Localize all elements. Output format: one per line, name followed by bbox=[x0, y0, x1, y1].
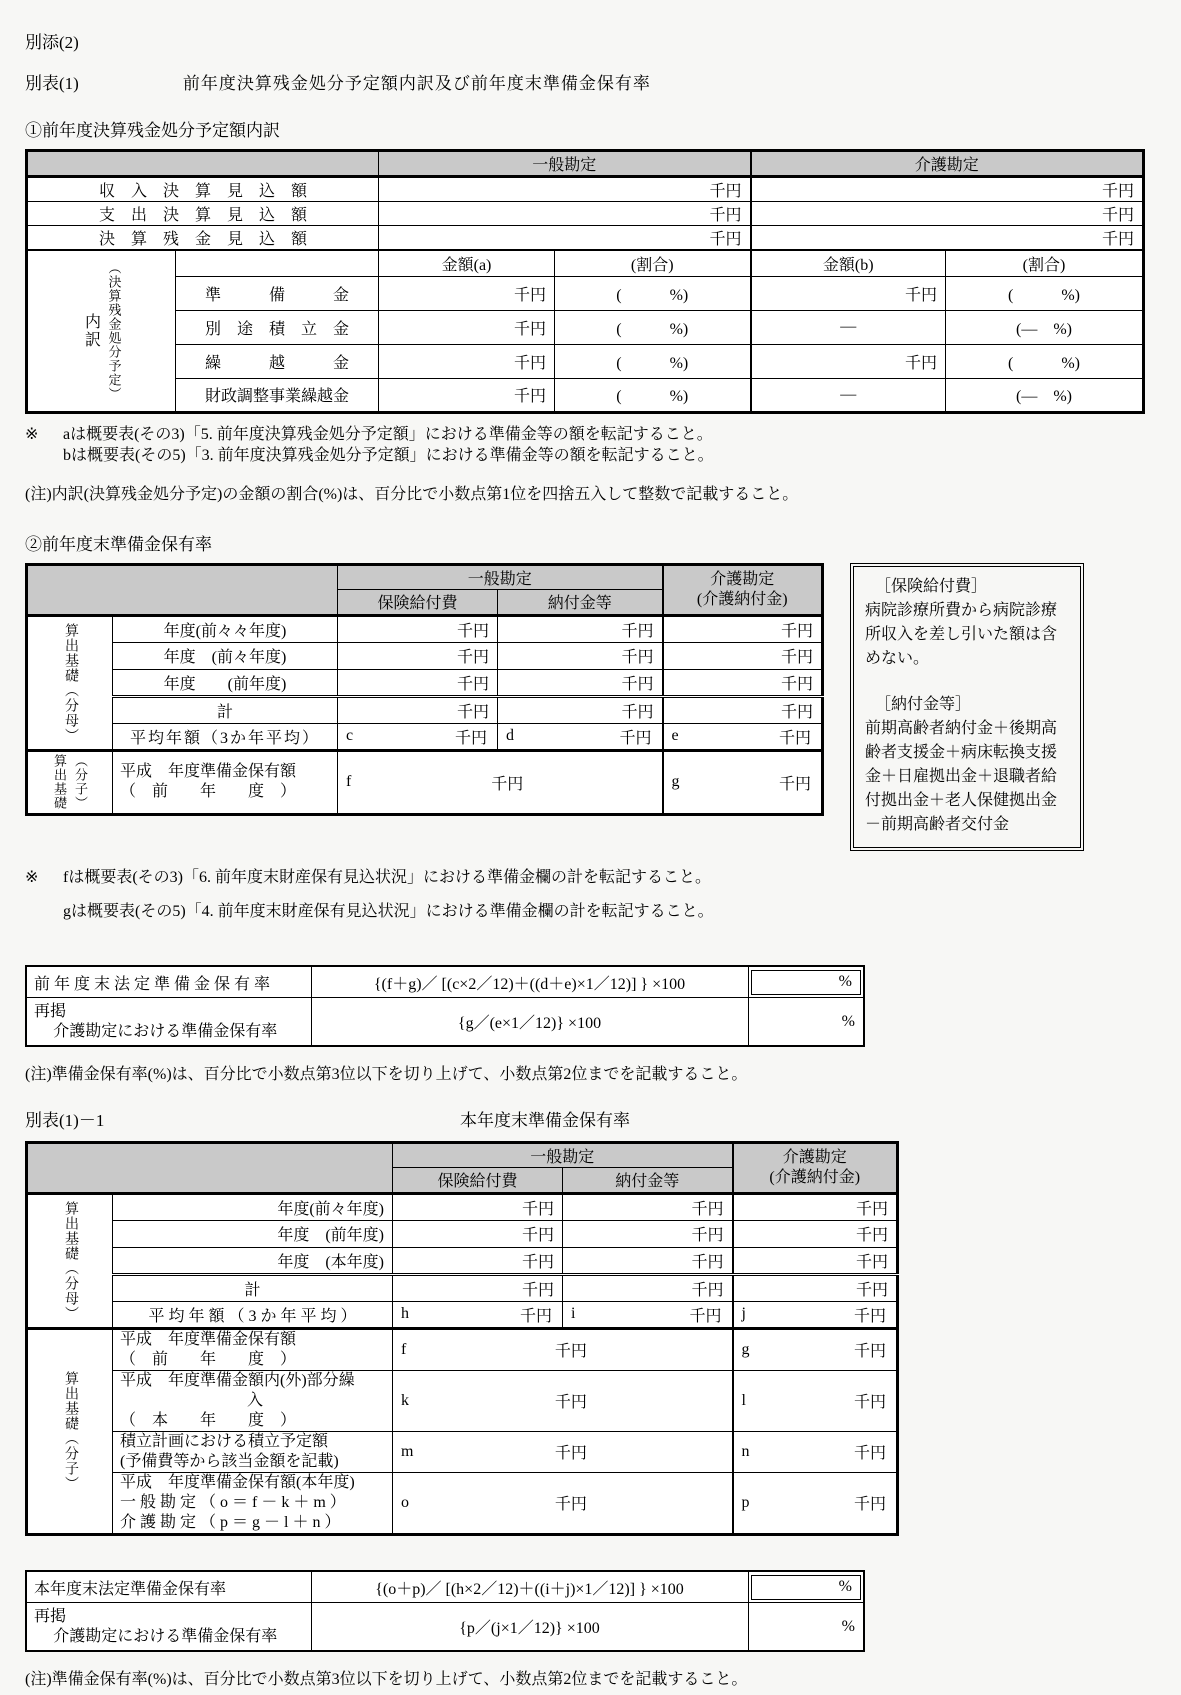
t3-key-unit-cell: j 千円 bbox=[733, 1301, 898, 1328]
t2-unit-cell: 千円 bbox=[663, 696, 823, 723]
table-row bbox=[27, 1328, 898, 1370]
contribution-def-title: ［納付金等］ bbox=[875, 695, 972, 713]
table-row bbox=[27, 1247, 898, 1274]
table-row bbox=[27, 177, 1144, 202]
t1-unit-cell: 千円 bbox=[751, 202, 1144, 226]
t1-row-label: 決 算 残 金 見 込 額 bbox=[27, 226, 379, 251]
t3-unit-cell: 千円 bbox=[563, 1193, 733, 1220]
t1-unit-cell: 千円 bbox=[379, 378, 555, 412]
t3-num-label: 積立計画における積立予定額 (予備費等から該当金額を記載) bbox=[113, 1431, 393, 1472]
t1-unit-cell: 千円 bbox=[379, 177, 751, 202]
table-row bbox=[26, 998, 864, 1046]
table-row bbox=[27, 202, 1144, 226]
table-row bbox=[27, 1193, 898, 1220]
definition-note-box bbox=[850, 563, 1084, 851]
rate2-percent-cell: % bbox=[748, 1571, 864, 1603]
contribution-def-body: 前期高齢者納付金＋後期高齢者支援金＋病床転換支援金＋日雇拠出金＋退職者給付拠出金＋老人保健拠出金－前期高齢者交付金 bbox=[865, 719, 1058, 833]
note-marker: ※ bbox=[25, 868, 39, 886]
t3-row-label: 年度 (本年度) bbox=[113, 1247, 393, 1274]
t3-key-unit-cell-general: f 千円 bbox=[393, 1328, 733, 1370]
t3-key-unit-cell-care: l 千円 bbox=[733, 1370, 898, 1431]
rate2-label: 本年度末法定準備金保有率 bbox=[26, 1571, 311, 1603]
rate1-recap-formula: {g／(e×1／12)} ×100 bbox=[311, 998, 748, 1046]
t1-blank-cell bbox=[176, 250, 379, 276]
table-row bbox=[27, 696, 823, 723]
t1-pct-cell: ( %) bbox=[555, 310, 751, 344]
t2-num-label: 平成 年度準備金保有額 （ 前 年 度 ） bbox=[113, 750, 338, 814]
attachment-label: 別添(2) bbox=[25, 33, 79, 52]
sheet1-title: 前年度決算残金処分予定額内訳及び前年度末準備金保有率 bbox=[182, 74, 651, 93]
t1-pct-cell: ( %) bbox=[555, 276, 751, 310]
t3-unit-cell: 千円 bbox=[393, 1220, 563, 1247]
t1-unit-cell: 千円 bbox=[379, 310, 555, 344]
t1-subheader-ratio-b: (割合) bbox=[946, 250, 1144, 276]
t3-header-benefit: 保険給付費 bbox=[393, 1167, 563, 1193]
t1-row-label: 収 入 決 算 見 込 額 bbox=[27, 177, 379, 202]
t3-unit-cell: 千円 bbox=[733, 1247, 898, 1274]
t3-key-unit-cell-general: o 千円 bbox=[393, 1472, 733, 1534]
t2-key-unit-cell-care: g 千円 bbox=[663, 750, 823, 814]
t2-corner-cell bbox=[27, 564, 338, 615]
t3-key-unit-cell-general: k 千円 bbox=[393, 1370, 733, 1431]
t2-header-general: 一般勘定 bbox=[338, 564, 663, 589]
t3-side-denominator: 算出基礎（分母） bbox=[27, 1193, 113, 1328]
sheet1-title-line bbox=[25, 69, 1161, 94]
t1-bd-label: 別 途 積 立 金 bbox=[176, 310, 379, 344]
table-row bbox=[27, 1274, 898, 1301]
table-row bbox=[26, 1603, 864, 1651]
t2-key-unit-cell: c 千円 bbox=[338, 723, 498, 750]
table-settlement-breakdown bbox=[25, 149, 1145, 414]
t1-unit-cell: 千円 bbox=[379, 202, 751, 226]
table-prev-year-reserve-rate bbox=[25, 563, 824, 816]
note-line: aは概要表(その3)「5. 前年度決算残金処分予定額」における準備金等の額を転記すること。 bbox=[63, 425, 713, 443]
t2-unit-cell: 千円 bbox=[498, 669, 663, 696]
note-line: bは概要表(その5)「3. 前年度決算残金処分予定額」における準備金等の額を転記すること。 bbox=[63, 447, 714, 465]
t3-row-label: 平 均 年 額 （ 3 か 年 平 均 ） bbox=[113, 1301, 393, 1328]
t3-key-unit-cell-care: n 千円 bbox=[733, 1431, 898, 1472]
rate1-percent-cell: % bbox=[748, 966, 864, 998]
note-line: gは概要表(その5)「4. 前年度末財産保有見込状況」における準備金欄の計を転記すること。 bbox=[63, 903, 714, 921]
t2-unit-cell: 千円 bbox=[338, 615, 498, 642]
table-this-year-reserve-rate bbox=[25, 1141, 899, 1536]
table-row bbox=[27, 226, 1144, 251]
t1-subheader-amount-a: 金額(a) bbox=[379, 250, 555, 276]
t2-row-label: 年度(前々々年度) bbox=[113, 615, 338, 642]
caution-note-1: (注)内訳(決算残金処分予定)の金額の割合(%)は、百分比で小数点第1位を四捨五入して整数で記載すること。 bbox=[25, 485, 799, 503]
table-row bbox=[27, 1431, 898, 1472]
t3-unit-cell: 千円 bbox=[733, 1274, 898, 1301]
t2-unit-cell: 千円 bbox=[338, 696, 498, 723]
section1-title: ①前年度決算残金処分予定額内訳 bbox=[25, 121, 280, 140]
t1-pct-cell: (― %) bbox=[946, 310, 1144, 344]
note-ab bbox=[25, 424, 1161, 467]
table-row bbox=[27, 1220, 898, 1247]
table-row bbox=[27, 250, 1144, 276]
t3-num-label: 平成 年度準備金保有額 （ 前 年 度 ） bbox=[113, 1328, 393, 1370]
table-row bbox=[26, 966, 864, 998]
note-marker: ※ bbox=[25, 425, 39, 443]
caution-note-2: (注)準備金保有率(%)は、百分比で小数点第3位以下を切り上げて、小数点第2位までを記載すること。 bbox=[25, 1065, 748, 1083]
t2-unit-cell: 千円 bbox=[498, 642, 663, 669]
t1-unit-cell: 千円 bbox=[379, 226, 751, 251]
t3-key-unit-cell: h 千円 bbox=[393, 1301, 563, 1328]
t2-header-contribution: 納付金等 bbox=[498, 589, 663, 615]
t1-side-label: 内訳 bbox=[82, 312, 100, 349]
t2-row-label: 計 bbox=[113, 696, 338, 723]
t1-bd-label: 準 備 金 bbox=[176, 276, 379, 310]
t1-dash-cell: ― bbox=[751, 310, 946, 344]
t3-row-label: 計 bbox=[113, 1274, 393, 1301]
t3-row-label: 年度 (前年度) bbox=[113, 1220, 393, 1247]
t1-pct-cell: ( %) bbox=[555, 344, 751, 378]
t1-unit-cell: 千円 bbox=[751, 276, 946, 310]
t3-unit-cell: 千円 bbox=[733, 1220, 898, 1247]
t3-header-care: 介護勘定 (介護納付金) bbox=[733, 1142, 898, 1193]
table-row bbox=[27, 1472, 898, 1534]
t1-pct-cell: ( %) bbox=[946, 276, 1144, 310]
t2-unit-cell: 千円 bbox=[498, 615, 663, 642]
t3-unit-cell: 千円 bbox=[563, 1220, 733, 1247]
table-row bbox=[27, 276, 1144, 310]
t2-unit-cell: 千円 bbox=[663, 615, 823, 642]
t3-corner-cell bbox=[27, 1142, 393, 1193]
rate1-recap-label: 再掲 介護勘定における準備金保有率 bbox=[26, 998, 311, 1046]
t1-bd-label: 繰 越 金 bbox=[176, 344, 379, 378]
t3-unit-cell: 千円 bbox=[393, 1274, 563, 1301]
rate1-recap-percent: % bbox=[748, 998, 864, 1046]
t1-corner-cell bbox=[27, 151, 379, 177]
t3-key-unit-cell-general: m 千円 bbox=[393, 1431, 733, 1472]
t2-key-unit-cell-general: f 千円 bbox=[338, 750, 663, 814]
rate1-formula: {(f＋g)／ [(c×2／12)＋((d＋e)×1／12)] } ×100 bbox=[311, 966, 748, 998]
t3-unit-cell: 千円 bbox=[393, 1193, 563, 1220]
t2-unit-cell: 千円 bbox=[498, 696, 663, 723]
t3-side-numerator: 算出基礎（分子） bbox=[27, 1328, 113, 1534]
t3-unit-cell: 千円 bbox=[733, 1193, 898, 1220]
t3-num-label: 平成 年度準備金額内(外)部分繰 入 （ 本 年 度 ） bbox=[113, 1370, 393, 1431]
table-row bbox=[27, 642, 823, 669]
table-this-year-legal-rate bbox=[25, 1570, 865, 1652]
sheet1-label: 別表(1) bbox=[25, 74, 79, 93]
t2-key-unit-cell: d 千円 bbox=[498, 723, 663, 750]
benefit-def-body: 病院診療所費から病院診療所収入を差し引いた額は含めない。 bbox=[865, 601, 1058, 667]
table-row bbox=[27, 1370, 898, 1431]
table-row bbox=[27, 378, 1144, 412]
t1-side-label-cell bbox=[27, 250, 176, 412]
t1-pct-cell: ( %) bbox=[555, 378, 751, 412]
t3-unit-cell: 千円 bbox=[393, 1247, 563, 1274]
t1-unit-cell: 千円 bbox=[751, 344, 946, 378]
t1-unit-cell: 千円 bbox=[379, 276, 555, 310]
table-prev-year-legal-rate bbox=[25, 965, 865, 1047]
rate2-formula: {(o＋p)／ [(h×2／12)＋((i＋j)×1／12)] } ×100 bbox=[311, 1571, 748, 1603]
t1-dash-cell: ― bbox=[751, 378, 946, 412]
t3-key-unit-cell-care: p 千円 bbox=[733, 1472, 898, 1534]
table-row bbox=[27, 750, 823, 814]
t1-subheader-amount-b: 金額(b) bbox=[751, 250, 946, 276]
benefit-def-title: ［保険給付費］ bbox=[875, 577, 988, 595]
sheet2-label: 別表(1)－1 bbox=[25, 1110, 105, 1130]
t2-unit-cell: 千円 bbox=[663, 669, 823, 696]
section2-title: ②前年度末準備金保有率 bbox=[25, 534, 212, 554]
t3-header-contribution: 納付金等 bbox=[563, 1167, 733, 1193]
t3-key-unit-cell-care: g 千円 bbox=[733, 1328, 898, 1370]
section2-body bbox=[25, 563, 1161, 851]
t2-side-denominator: 算出基礎（分母） bbox=[27, 615, 113, 750]
table-row bbox=[27, 1301, 898, 1328]
t1-unit-cell: 千円 bbox=[379, 344, 555, 378]
t2-row-label: 年度 (前年度) bbox=[113, 669, 338, 696]
t2-unit-cell: 千円 bbox=[338, 642, 498, 669]
t3-unit-cell: 千円 bbox=[563, 1247, 733, 1274]
table-row bbox=[27, 669, 823, 696]
t2-unit-cell: 千円 bbox=[663, 642, 823, 669]
t3-row-label: 年度(前々年度) bbox=[113, 1193, 393, 1220]
table-row bbox=[27, 723, 823, 750]
rate1-label: 前年度末法定準備金保有率 bbox=[26, 966, 311, 998]
t2-unit-cell: 千円 bbox=[338, 669, 498, 696]
t2-key-unit-cell: e 千円 bbox=[663, 723, 823, 750]
table-row bbox=[27, 344, 1144, 378]
table-row bbox=[26, 1571, 864, 1603]
t2-row-label: 年度 (前々年度) bbox=[113, 642, 338, 669]
sheet2-title-line bbox=[25, 1106, 1065, 1131]
rate2-recap-label: 再掲 介護勘定における準備金保有率 bbox=[26, 1603, 311, 1651]
t2-header-care: 介護勘定 (介護納付金) bbox=[663, 564, 823, 615]
rate2-recap-percent: % bbox=[748, 1603, 864, 1651]
t1-subheader-ratio-a: (割合) bbox=[555, 250, 751, 276]
t1-pct-cell: ( %) bbox=[946, 344, 1144, 378]
rate2-recap-formula: {p／(j×1／12)} ×100 bbox=[311, 1603, 748, 1651]
t1-unit-cell: 千円 bbox=[751, 177, 1144, 202]
sheet2-title: 本年度末準備金保有率 bbox=[460, 1110, 630, 1130]
t1-side-sublabel: （決算残金処分予定） bbox=[106, 260, 122, 401]
t1-header-care: 介護勘定 bbox=[751, 151, 1144, 177]
t1-header-general: 一般勘定 bbox=[379, 151, 751, 177]
caution-note-3: (注)準備金保有率(%)は、百分比で小数点第3位以下を切り上げて、小数点第2位までを記載すること。 bbox=[25, 1670, 748, 1688]
t1-pct-cell: (― %) bbox=[946, 378, 1144, 412]
t2-side-numerator: 算出基礎 （分子） bbox=[27, 750, 113, 814]
table-row bbox=[27, 615, 823, 642]
t2-header-benefit: 保険給付費 bbox=[338, 589, 498, 615]
t1-bd-label: 財政調整事業繰越金 bbox=[176, 378, 379, 412]
t3-unit-cell: 千円 bbox=[563, 1274, 733, 1301]
t3-num-label: 平成 年度準備金保有額(本年度) 一 般 勘 定 （ o ＝ f － k ＋ m ） 介 護 勘 定 （ p ＝ g － l ＋ n ） bbox=[113, 1472, 393, 1534]
t2-row-label: 平均年額（3か年平均） bbox=[113, 723, 338, 750]
note-line: fは概要表(その3)「6. 前年度末財産保有見込状況」における準備金欄の計を転記すること。 bbox=[63, 868, 711, 886]
t1-unit-cell: 千円 bbox=[751, 226, 1144, 251]
note-fg bbox=[25, 867, 1161, 923]
t1-row-label: 支 出 決 算 見 込 額 bbox=[27, 202, 379, 226]
t3-key-unit-cell: i 千円 bbox=[563, 1301, 733, 1328]
t3-header-general: 一般勘定 bbox=[393, 1142, 733, 1167]
table-row bbox=[27, 310, 1144, 344]
